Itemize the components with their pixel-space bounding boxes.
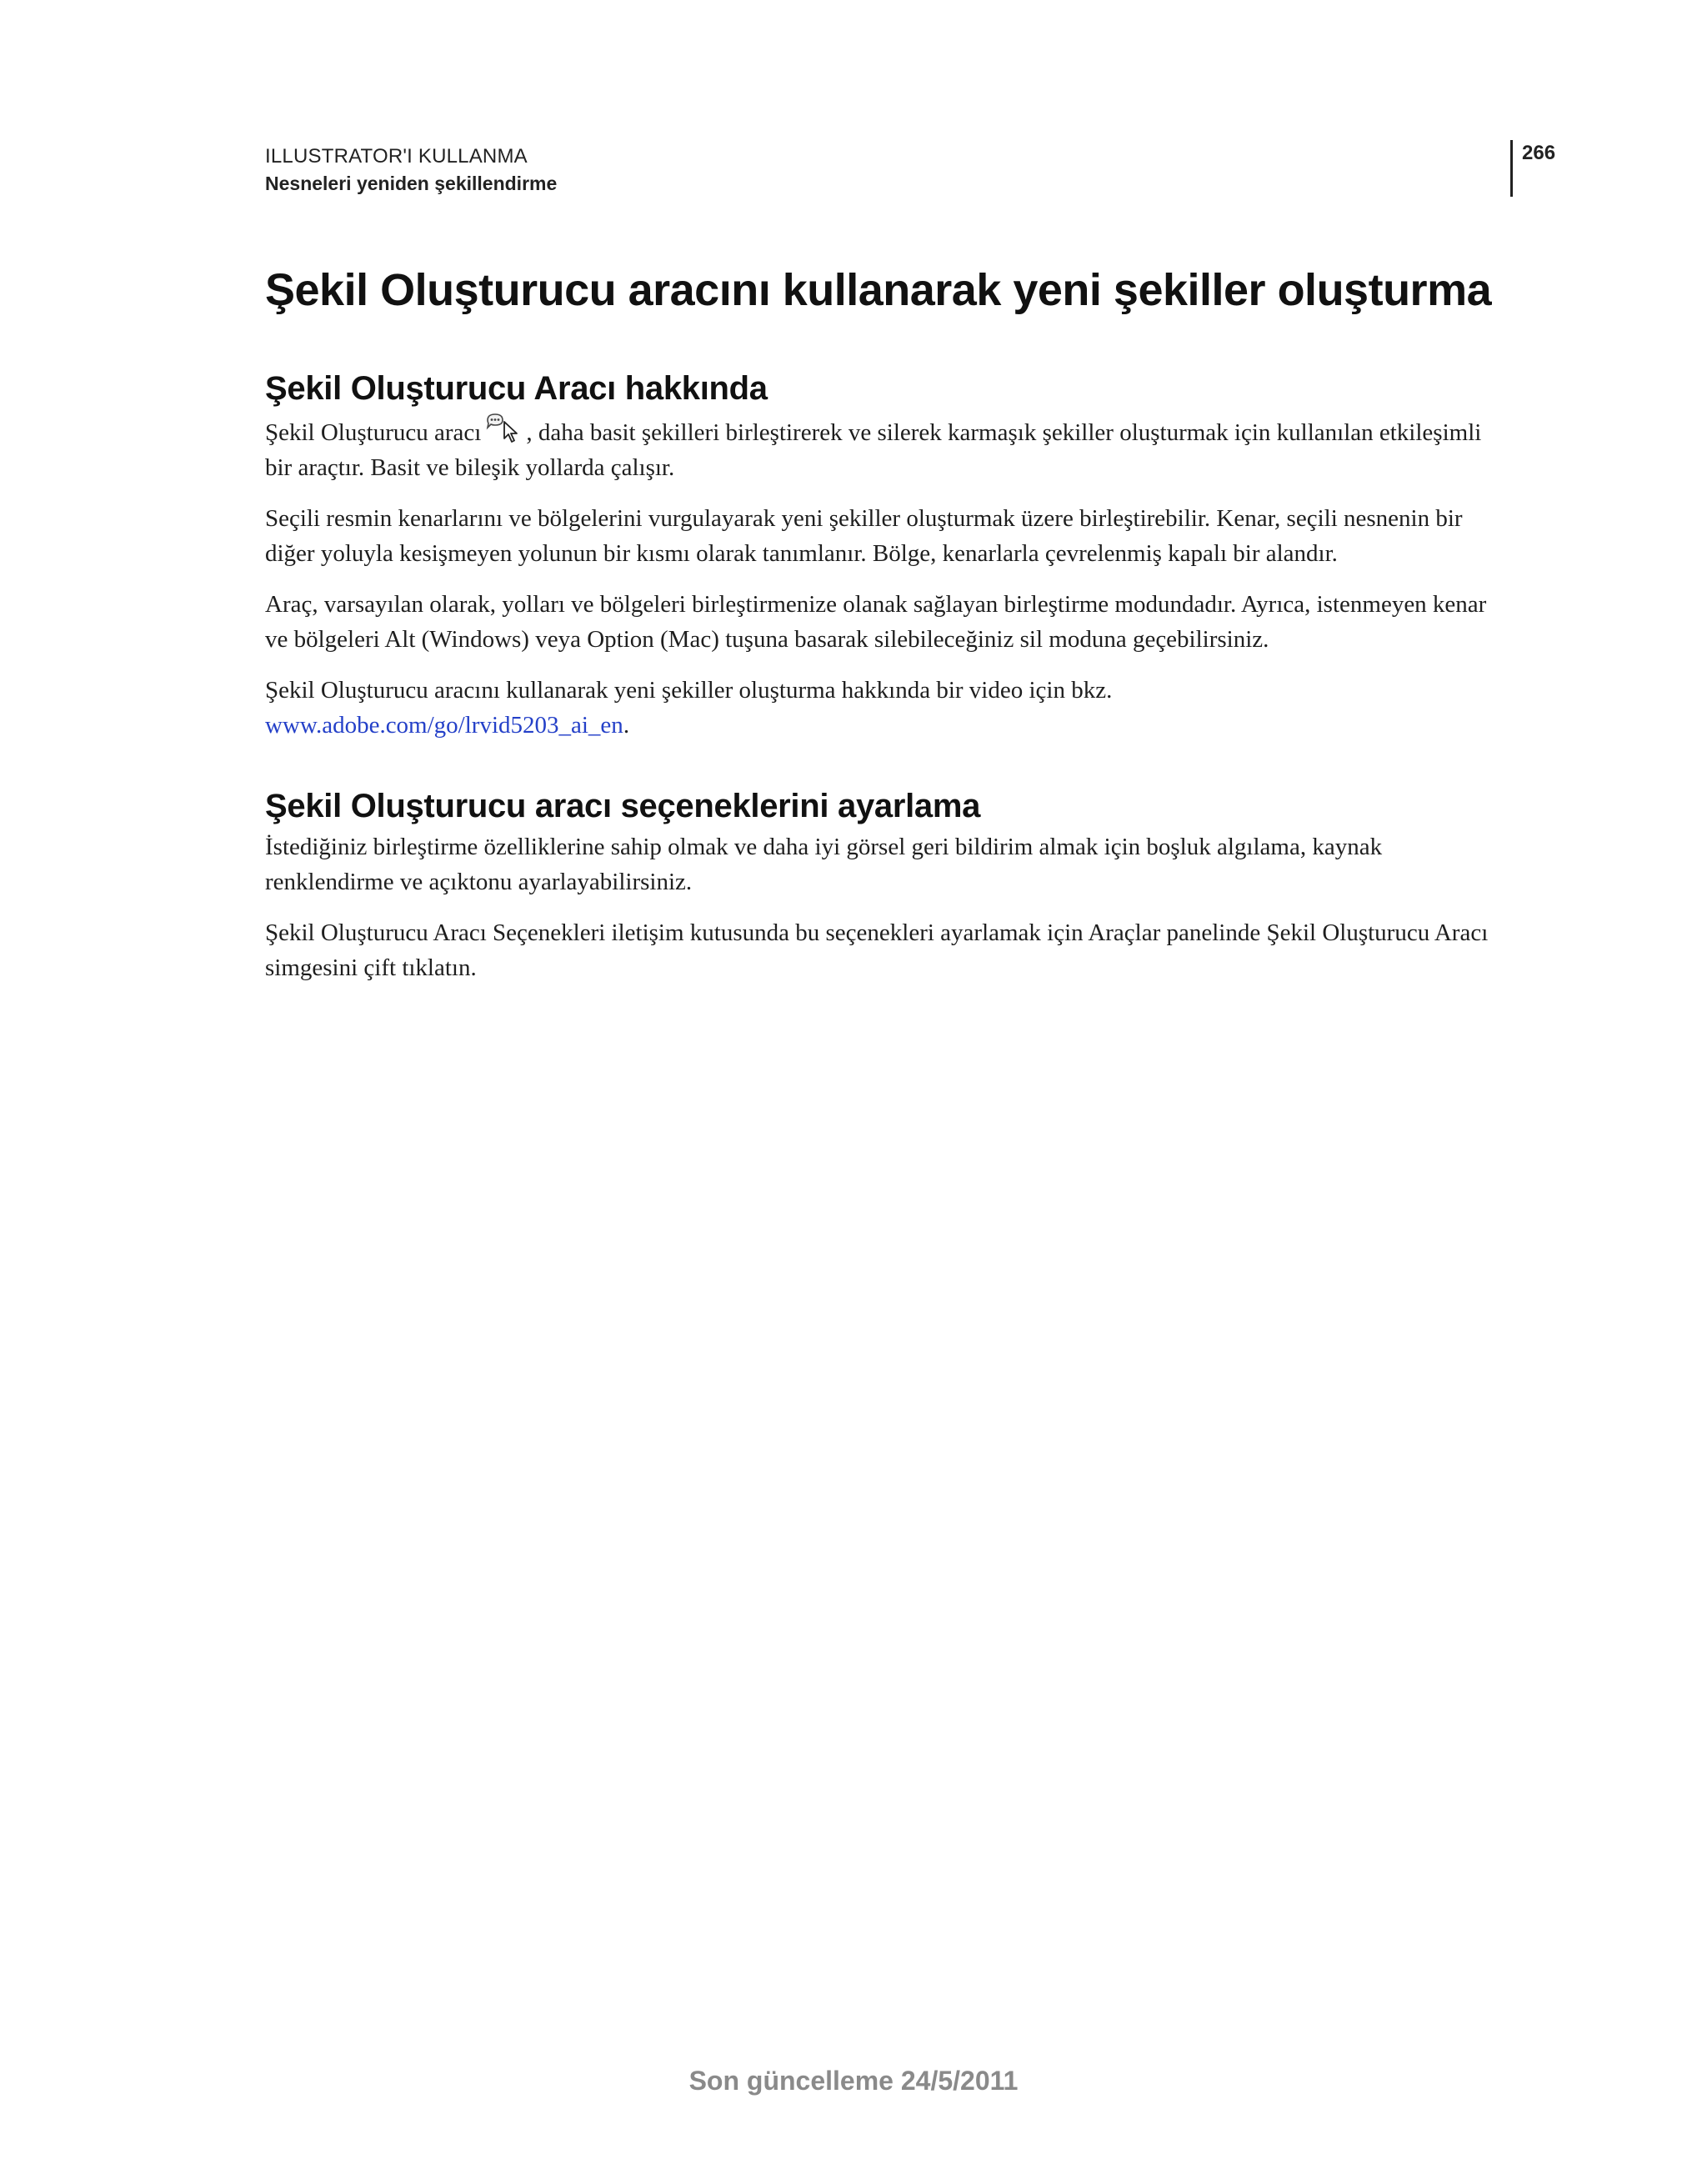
paragraph	[265, 412, 1499, 485]
section-heading-about: Şekil Oluşturucu Aracı hakkında	[265, 370, 768, 407]
paragraph: Seçili resmin kenarlarını ve bölgelerini vurgulayarak yeni şekiller oluşturmak üzere birleştirebilir. Kenar, seçili nesnenin bir diğer yoluyla kesişmeyen yolunun bir kısmı olarak tanımlanır. Bölge, kenarlarla çevrelenmiş kapalı bir alandır.	[265, 505, 1463, 567]
header-divider	[1510, 140, 1513, 197]
paragraph-text: Şekil Oluşturucu aracını kullanarak yeni şekiller oluşturma hakkında bir video için bkz.	[265, 677, 1113, 704]
paragraph-text: , daha basit şekilleri birleştirerek ve silerek karmaşık şekiller oluşturmak için kullanılan etkileşimli bir araçtır. Basit ve bileşik yollarda çalışır.	[265, 419, 1482, 481]
shape-builder-tool-icon	[486, 412, 523, 443]
paragraph-text: Şekil Oluşturucu aracı	[265, 419, 482, 446]
paragraph: İstediğiniz birleştirme özelliklerine sahip olmak ve daha iyi görsel geri bildirim almak için boşluk algılama, kaynak renklendirme ve açıktonu ayarlayabilirsiniz.	[265, 834, 1383, 895]
video-link[interactable]: www.adobe.com/go/lrvid5203_ai_en	[265, 712, 623, 739]
paragraph: Araç, varsayılan olarak, yolları ve bölgeleri birleştirmenize olanak sağlayan birleştirme modundadır. Ayrıca, istenmeyen kenar ve bölgeleri Alt (Windows) veya Option (Mac) tuşuna basarak silebileceğiniz sil moduna geçebilirsiniz.	[265, 591, 1487, 653]
last-updated-footer: Son güncelleme 24/5/2011	[688, 2066, 1019, 2096]
page-number: 266	[1522, 142, 1556, 164]
book-title: ILLUSTRATOR'I KULLANMA	[265, 145, 528, 168]
running-header	[265, 143, 557, 197]
page-title: Şekil Oluşturucu aracını kullanarak yeni şekiller oluşturma	[265, 265, 1492, 315]
punctuation: .	[623, 712, 630, 739]
section-heading-options: Şekil Oluşturucu aracı seçeneklerini ayarlama	[265, 788, 981, 824]
main-content	[265, 263, 1499, 1001]
paragraph: Şekil Oluşturucu Aracı Seçenekleri iletişim kutusunda bu seçenekleri ayarlamak için Araçlar panelinde Şekil Oluşturucu Aracı simgesini çift tıklatın.	[265, 919, 1489, 981]
chapter-title: Nesneleri yeniden şekillendirme	[265, 173, 558, 194]
paragraph	[265, 673, 1499, 743]
